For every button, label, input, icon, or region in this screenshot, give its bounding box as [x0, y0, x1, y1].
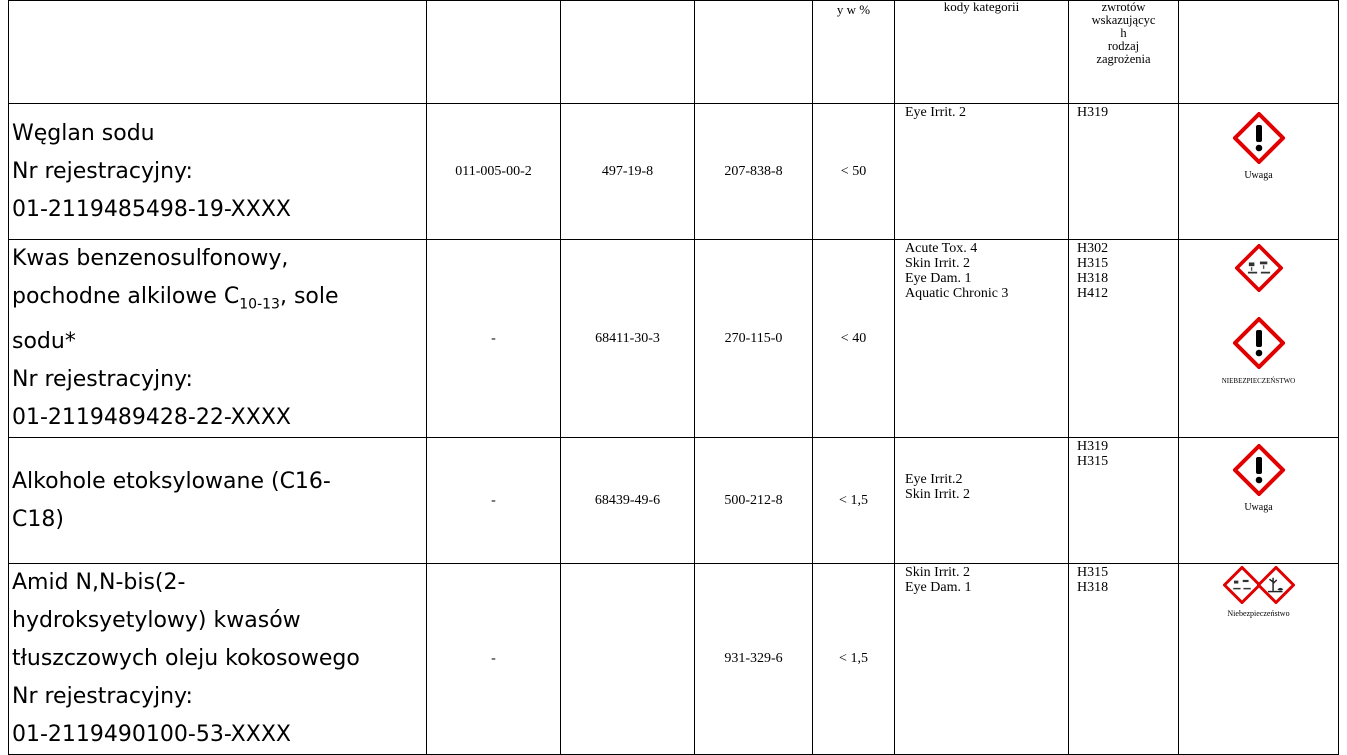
substance-name-part: pochodne alkilowe C — [12, 284, 240, 309]
index-number: - — [427, 438, 561, 564]
cas-number — [561, 564, 695, 755]
substance-name-line: Węglan sodu — [12, 120, 155, 146]
exclamation-mark-icon — [1233, 317, 1285, 369]
category-code: Eye Irrit.2 — [905, 472, 963, 488]
signal-word: Niebezpieczeństwo — [1227, 609, 1290, 619]
substance-name-line: Amid N,N-bis(2- — [12, 570, 186, 596]
substance-name-line: C18) — [12, 506, 64, 532]
category-code: Skin Irrit. 2 — [905, 256, 970, 271]
table-row — [9, 104, 1339, 240]
category-code: Eye Dam. 1 — [905, 271, 972, 286]
substance-name — [9, 564, 427, 755]
composition-table — [8, 0, 1339, 755]
substance-name-line: Alkohole etoksylowane (C16- — [12, 468, 331, 494]
h-codes — [1069, 240, 1179, 438]
h-code: H412 — [1077, 286, 1109, 301]
ec-number: 931-329-6 — [695, 564, 813, 755]
pictogram-group — [1179, 566, 1338, 609]
h-code: H315 — [1077, 256, 1109, 271]
category-code: Acute Tox. 4 — [905, 241, 978, 256]
header-h-statements — [1069, 1, 1179, 104]
h-code: H319 — [1077, 439, 1109, 455]
pictogram-cell — [1179, 240, 1339, 438]
spacer — [905, 502, 1068, 530]
substance-name-line: sodu* — [12, 329, 76, 355]
header-cell-pictograms — [1179, 1, 1339, 104]
header-concentration: y w % — [813, 1, 895, 104]
category-code: Eye Irrit. 2 — [905, 105, 967, 120]
concentration: < 1,5 — [813, 564, 895, 755]
header-h-line: rodzaj — [1107, 39, 1140, 53]
table-row — [9, 438, 1339, 564]
header-cell-index — [427, 1, 561, 104]
substance-name-line: tłuszczowych oleju kokosowego — [12, 646, 360, 672]
cas-number: 68439-49-6 — [561, 438, 695, 564]
table-row — [9, 240, 1339, 438]
substance-name — [9, 438, 427, 564]
ec-number: 270-115-0 — [695, 240, 813, 438]
substance-name-line: 01-2119485498-19-XXXX — [12, 196, 291, 222]
category-code: Aquatic Chronic 3 — [905, 286, 1009, 301]
signal-word: Uwaga — [1244, 502, 1273, 514]
h-code: H315 — [1077, 454, 1109, 470]
table-row — [9, 564, 1339, 755]
substance-name-part: , sole — [279, 284, 339, 309]
category-codes — [895, 564, 1069, 755]
index-number: - — [427, 564, 561, 755]
ec-number: 500-212-8 — [695, 438, 813, 564]
category-codes — [895, 240, 1069, 438]
h-code: H315 — [1077, 565, 1109, 581]
corrosion-icon — [1235, 244, 1283, 292]
substance-name-line — [12, 278, 426, 323]
substance-name-subscript: 10-13 — [239, 296, 280, 313]
header-cell-cas — [561, 1, 695, 104]
h-code: H302 — [1077, 241, 1109, 256]
category-code: Skin Irrit. 2 — [905, 565, 970, 581]
substance-name-line: hydroksyetylowy) kwasów — [12, 608, 301, 634]
signal-word: Uwaga — [1244, 170, 1273, 181]
h-code: H318 — [1077, 271, 1109, 286]
h-codes — [1069, 104, 1179, 240]
category-code: Skin Irrit. 2 — [905, 487, 970, 503]
substance-name — [9, 104, 427, 240]
h-code: H318 — [1077, 580, 1109, 596]
pictogram-cell — [1179, 104, 1339, 240]
header-category-codes: kody kategorii — [895, 1, 1069, 104]
substance-name-line: Nr rejestracyjny: — [12, 158, 193, 184]
substance-name — [9, 240, 427, 438]
category-codes — [895, 104, 1069, 240]
concentration: < 50 — [813, 104, 895, 240]
concentration: < 40 — [813, 240, 895, 438]
index-number: 011-005-00-2 — [427, 104, 561, 240]
environment-icon — [1257, 566, 1295, 604]
index-number: - — [427, 240, 561, 438]
signal-word: NIEBEZPIECZEŃSTWO — [1221, 377, 1296, 385]
h-codes — [1069, 438, 1179, 564]
header-h-line: h — [1120, 26, 1127, 40]
substance-name-line: Kwas benzenosulfonowy, — [12, 246, 289, 271]
h-codes — [1069, 564, 1179, 755]
substance-name-line: Nr rejestracyjny: — [12, 684, 193, 710]
substance-name-line: Nr rejestracyjny: — [12, 367, 193, 393]
header-h-line: zagrożenia — [1096, 52, 1151, 66]
h-code: H319 — [1077, 105, 1109, 120]
ec-number: 207-838-8 — [695, 104, 813, 240]
header-h-line: wskazującyc — [1091, 13, 1156, 27]
substance-name-line: 01-2119490100-53-XXXX — [12, 722, 291, 748]
exclamation-mark-icon — [1233, 112, 1285, 164]
pictogram-cell — [1179, 564, 1339, 755]
substance-name-line: 01-2119489428-22-XXXX — [12, 405, 291, 431]
category-codes — [895, 438, 1069, 564]
pictogram-cell — [1179, 438, 1339, 564]
concentration: < 1,5 — [813, 438, 895, 564]
corrosion-icon — [1223, 566, 1261, 604]
cas-number: 497-19-8 — [561, 104, 695, 240]
category-code: Eye Dam. 1 — [905, 580, 972, 596]
table-header-row — [9, 1, 1339, 104]
header-cell-ec — [695, 1, 813, 104]
cas-number: 68411-30-3 — [561, 240, 695, 438]
header-h-line: zwrotów — [1101, 0, 1146, 14]
header-cell-name — [9, 1, 427, 104]
exclamation-mark-icon — [1233, 444, 1285, 496]
